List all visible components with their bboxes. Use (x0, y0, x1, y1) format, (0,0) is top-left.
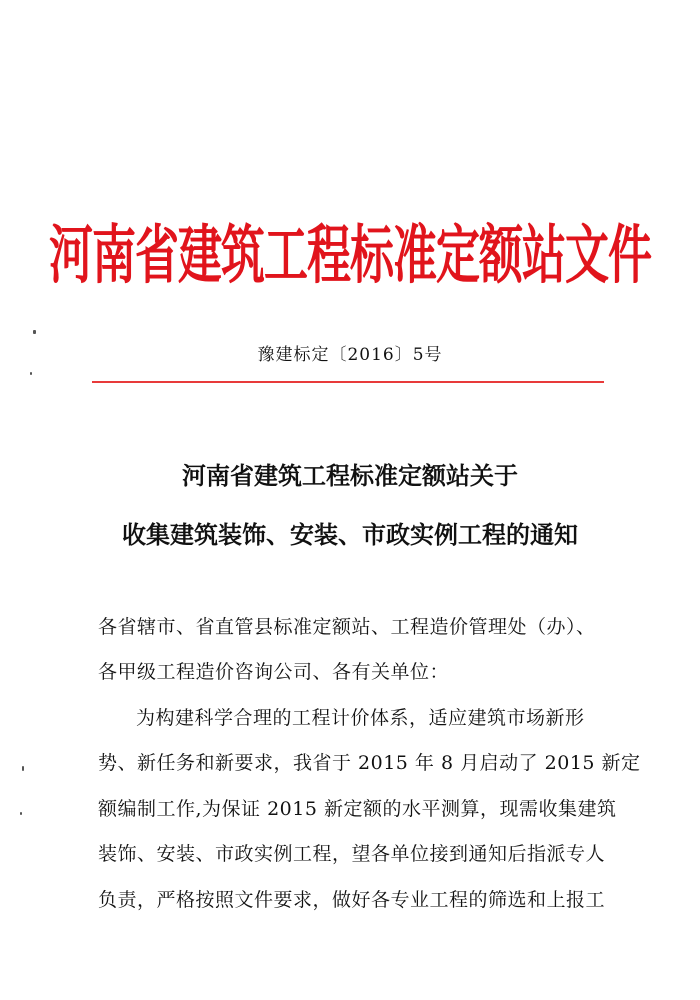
body-line-4: 势、新任务和新要求，我省于 2015 年 8 月启动了 2015 新定 (98, 752, 641, 774)
scan-speck (33, 330, 36, 334)
body-line-3: 为构建科学合理的工程计价体系，适应建筑市场新形 (136, 707, 585, 729)
scan-speck (30, 372, 32, 375)
body-line-5: 额编制工作,为保证 2015 新定额的水平测算，现需收集建筑 (98, 798, 617, 820)
body-line-2: 各甲级工程造价咨询公司、各有关单位： (98, 661, 450, 683)
notice-title-line-2: 收集建筑装饰、安装、市政实例工程的通知 (122, 521, 578, 549)
red-divider-line (92, 381, 604, 383)
scan-speck (22, 766, 24, 771)
body-line-1: 各省辖市、省直管县标准定额站、工程造价管理处（办）、 (98, 616, 596, 638)
body-line-6: 装饰、安装、市政实例工程，望各单位接到通知后指派专人 (98, 843, 606, 865)
scan-speck (20, 812, 22, 815)
document-number: 豫建标定〔2016〕5号 (257, 345, 443, 365)
masthead-title: 河南省建筑工程标准定额站文件 (49, 219, 651, 294)
body-line-7: 负责，严格按照文件要求，做好各专业工程的筛选和上报工 (98, 889, 606, 911)
notice-title-line-1: 河南省建筑工程标准定额站关于 (182, 462, 518, 490)
